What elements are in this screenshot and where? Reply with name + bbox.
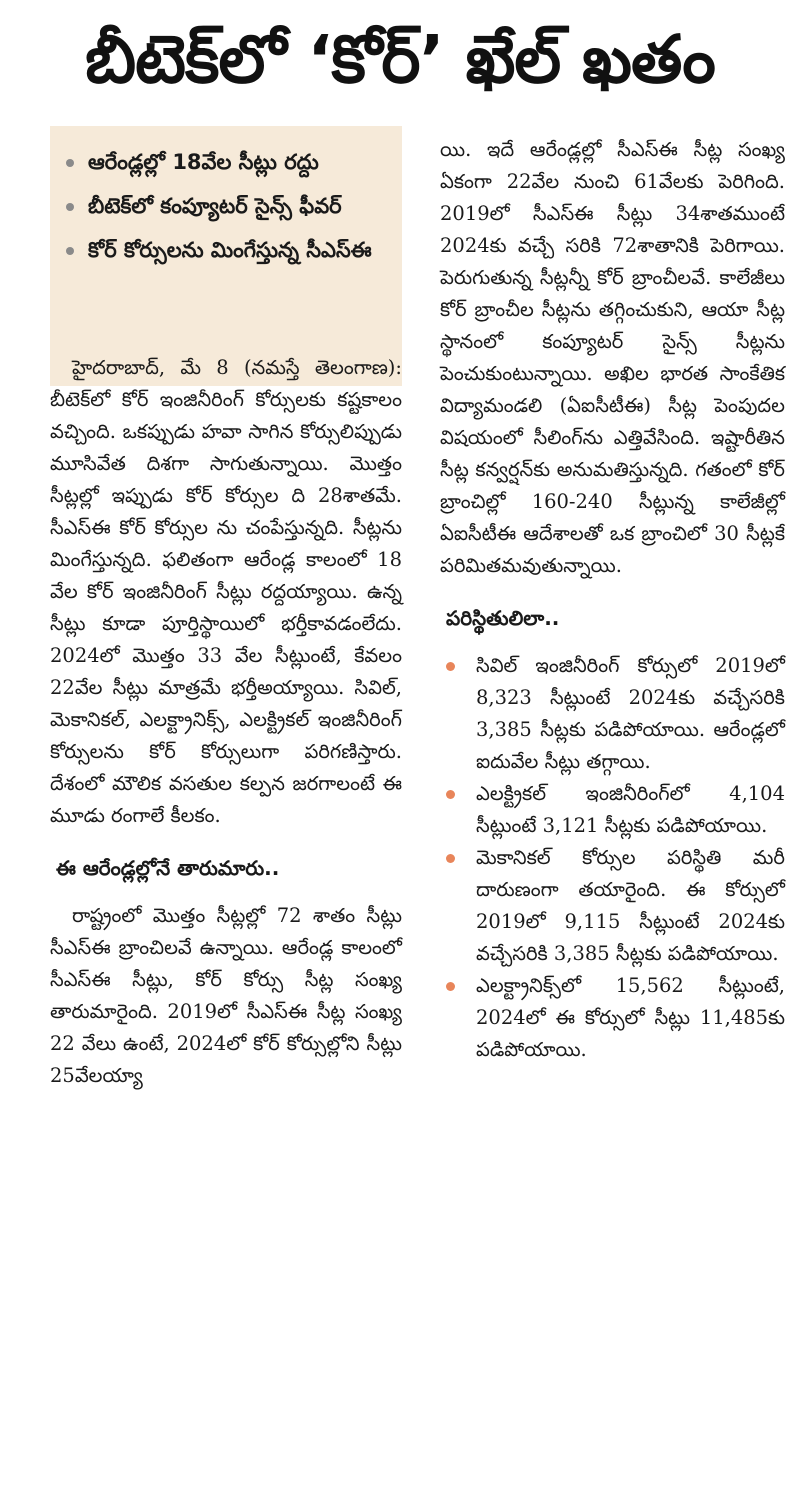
headline: బీటెక్‌లో ‘కోర్‌’ ఖేల్‌ ఖతం bbox=[85, 21, 715, 98]
fact-item: ఎలక్ట్రికల్‌ ఇంజినీరింగ్‌లో 4,104 సీట్లుంటే 3,121 సీట్లకు పడిపోయాయి. bbox=[440, 778, 785, 842]
subheading-situation: పరిస్థితులిలా.. bbox=[446, 606, 560, 630]
subheading-changes: ఈ ఆరేండ్లల్లోనే తారుమారు.. bbox=[56, 856, 280, 880]
bullet-icon bbox=[446, 982, 455, 991]
bullet-icon bbox=[66, 159, 74, 167]
bullet-icon bbox=[66, 203, 74, 211]
bullet-icon bbox=[446, 854, 455, 863]
fact-item: సివిల్‌ ఇంజినీరింగ్‌ కోర్సులో 2019లో 8,323 సీట్లుంటే 2024కు వచ్చేసరికి 3,385 సీట్లకు పడిపోయాయి. ఆరేండ్లలో ఐదువేల సీట్లు తగ్గాయి. bbox=[440, 650, 785, 778]
fact-item: మెకానికల్‌ కోర్సుల పరిస్థితి మరీ దారుణంగా తయారైంది. ఈ కోర్సులో 2019లో 9,115 సీట్లుంటే 2024కు వచ్చేసరికి 3,385 సీట్లకు పడిపోయాయి. bbox=[440, 842, 785, 970]
bullet-icon bbox=[66, 247, 74, 255]
highlight-item: ఆరేండ్లల్లో 18వేల సీట్లు రద్దు bbox=[64, 140, 390, 184]
fact-item: ఎలక్ట్రానిక్స్‌లో 15,562 సీట్లుంటే, 2024లో ఈ కోర్సులో సీట్లు 11,485కు పడిపోయాయి. bbox=[440, 970, 785, 1066]
facts-list bbox=[440, 650, 785, 1066]
highlight-item: కోర్‌ కోర్సులను మింగేస్తున్న సీఎస్‌ఈ bbox=[64, 228, 390, 272]
paragraph-3: యి. ఇదే ఆరేండ్లల్లో సీఎస్‌ఈ సీట్ల సంఖ్య ఏకంగా 22వేల నుంచి 61వేలకు పెరిగింది. 2019లో సీఎస్‌ఈ సీట్లు 34శాతముంటే 2024కు వచ్చే సరికి 72శాతానికి పెరిగాయి. పెరుగుతున్న సీట్లన్నీ కోర్‌ బ్రాంచీలవే. కాలేజీలు కోర్‌ బ్రాంచీల సీట్లను తగ్గించుకుని, ఆయా సీట్ల స్థానంలో కంప్యూటర్‌ సైన్స్‌ సీట్లను పెంచుకుంటున్నాయి. అఖిల భారత సాంకేతిక విద్యామండలి (ఏఐసీటీఈ) సీట్ల పెంపుదల విషయంలో సీలింగ్‌ను ఎత్తివేసింది. ఇష్టారీతిన సీట్ల కన్వర్షన్‌కు అనుమతిస్తున్నది. గతంలో కోర్‌ బ్రాంచిల్లో 160-240 సీట్లున్న కాలేజీల్లో ఏఐసీటీఈ ఆదేశాలతో ఒక బ్రాంచిలో 30 సీట్లకే పరిమితమవుతున్నాయి. bbox=[440, 138, 785, 577]
highlights-box bbox=[50, 126, 402, 386]
left-column bbox=[50, 352, 402, 1092]
right-column bbox=[440, 134, 785, 1066]
highlight-item: బీటెక్‌లో కంప్యూటర్‌ సైన్స్‌ ఫీవర్‌ bbox=[64, 184, 390, 228]
intro-paragraph: హైదరాబాద్‌, మే 8 (నమస్తే తెలంగాణ): బీటెక్‌లో కోర్‌ ఇంజినీరింగ్‌ కోర్సులకు కష్టకాలం వచ్చింది. ఒకప్పుడు హవా సాగిన కోర్సులిప్పుడు మూసివేత దిశగా సాగుతున్నాయి. మొత్తం సీట్లల్లో ఇప్పుడు కోర్‌ కోర్సుల ది 28శాతమే. సీఎస్‌ఈ కోర్‌ కోర్సుల ను చంపేస్తున్నది. సీట్లను మింగేస్తున్నది. ఫలితంగా ఆరేండ్ల కాలంలో 18 వేల కోర్‌ ఇంజినీరింగ్‌ సీట్లు రద్దయ్యాయి. ఉన్న సీట్లు కూడా పూర్తిస్థాయిలో భర్తీకావడంలేదు. 2024లో మొత్తం 33 వేల సీట్లుంటే, కేవలం 22వేల సీట్లు మాత్రమే భర్తీఅయ్యాయి. సివిల్‌, మెకానికల్‌, ఎలక్ట్రానిక్స్‌, ఎలక్ట్రికల్‌ ఇంజినీరింగ్‌ కోర్సులను కోర్‌ కోర్సులుగా పరిగణిస్తారు. దేశంలో మౌలిక వసతుల కల్పన జరగాలంటే ఈ మూడు రంగాలే కీలకం. bbox=[50, 356, 402, 827]
bullet-icon bbox=[446, 790, 455, 799]
bullet-icon bbox=[446, 662, 455, 671]
paragraph-2: రాష్ట్రంలో మొత్తం సీట్లల్లో 72 శాతం సీట్లు సీఎస్‌ఈ బ్రాంచిలవే ఉన్నాయి. ఆరేండ్ల కాలంలో సీఎస్‌ఈ సీట్లు, కోర్‌ కోర్సు సీట్ల సంఖ్య తారుమారైంది. 2019లో సీఎస్‌ఈ సీట్ల సంఖ్య 22 వేలు ఉంటే, 2024లో కోర్‌ కోర్సుల్లోని సీట్లు 25వేలయ్యా bbox=[50, 904, 402, 1087]
